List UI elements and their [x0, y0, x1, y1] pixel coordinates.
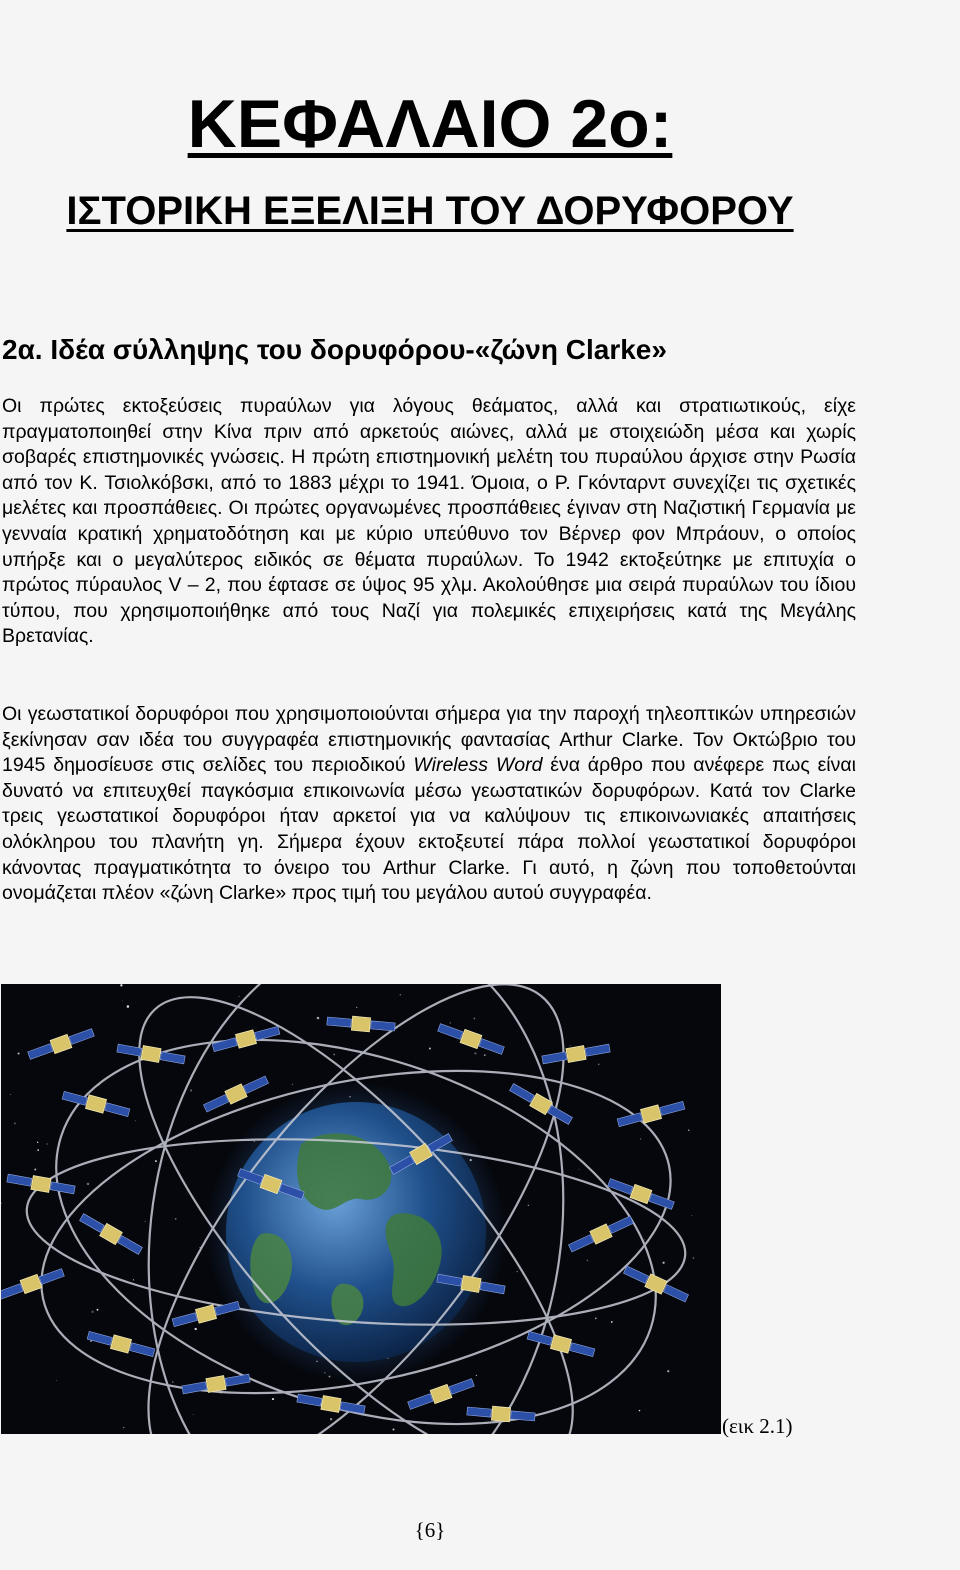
- star: [330, 1418, 332, 1420]
- star: [46, 1143, 47, 1144]
- star: [587, 1260, 589, 1262]
- star: [317, 1017, 320, 1020]
- star: [611, 1321, 613, 1323]
- star: [193, 1414, 194, 1415]
- star: [598, 1064, 599, 1065]
- star: [429, 1047, 431, 1049]
- star: [120, 984, 122, 986]
- satellite: [508, 1081, 574, 1127]
- star: [639, 1410, 640, 1411]
- star: [393, 1429, 395, 1431]
- star: [135, 1120, 136, 1121]
- star: [528, 1205, 529, 1206]
- star: [688, 1129, 690, 1131]
- star: [333, 1054, 335, 1056]
- chapter-title: ΚΕΦΑΛΑΙΟ 2ο:: [187, 86, 673, 162]
- paragraph-text-after: ένα άρθρο που ανέφερε πως είναι δυνατό να επιτευχθεί παγκόσμια επικοινωνία μέσω γεωστατικών δορυφόρων. Κατά τον Clarke τρεις γεωστατικοί δορυφόροι ήταν αρκετοί για να καλύψουν τις επικοινωνιακές απαιτήσεις ολόκληρου του πλανήτη γη. Σήμερα έχουν εκτοξευτεί πάρα πολλοί γεωστατικοί δορυφόροι κάνοντας πραγματικότητα το όνειρο του Arthur Clarke. Γι αυτό, η ζώνη που τοποθετούνται ονομάζεται πλέον «ζώνη Clarke» προς τιμή του μεγάλου αυτού συγγραφέα.: [2, 754, 856, 905]
- star: [693, 1257, 694, 1258]
- star: [640, 1138, 641, 1139]
- satellite: [467, 1404, 536, 1424]
- magazine-title: Wireless Word: [413, 754, 543, 777]
- star: [484, 1054, 486, 1056]
- section-heading: 2α. Ιδέα σύλληψης του δορυφόρου-«ζώνη Clarke»: [2, 334, 667, 365]
- star: [144, 1221, 145, 1222]
- figure-caption: (εικ 2.1): [722, 1414, 793, 1438]
- star: [400, 994, 401, 995]
- satellite: [407, 1376, 476, 1412]
- page-number: {6}: [414, 1518, 446, 1542]
- satellite: [327, 1014, 396, 1034]
- star: [272, 1398, 274, 1400]
- star: [644, 1239, 645, 1240]
- star: [190, 1089, 192, 1091]
- satellite-constellation-illustration: [1, 984, 721, 1434]
- star: [476, 1375, 477, 1376]
- star: [175, 1218, 177, 1220]
- star: [356, 1007, 357, 1008]
- satellite: [616, 1098, 685, 1129]
- satellite: [6, 1171, 75, 1197]
- star: [239, 996, 240, 997]
- satellite: [541, 1041, 610, 1067]
- star: [474, 1052, 476, 1054]
- star: [127, 1005, 129, 1008]
- star: [691, 1215, 692, 1216]
- satellite: [437, 1021, 506, 1057]
- star: [292, 1084, 294, 1086]
- star: [91, 1311, 93, 1313]
- satellite: [567, 1213, 635, 1254]
- satellite: [202, 1073, 270, 1114]
- star: [667, 1370, 669, 1372]
- star: [450, 1022, 452, 1024]
- star: [123, 1427, 125, 1429]
- star: [662, 1262, 664, 1264]
- star: [595, 1318, 597, 1320]
- satellite-constellation-image: [1, 984, 721, 1434]
- star: [578, 1169, 579, 1170]
- satellite: [1, 1266, 65, 1302]
- star: [18, 1052, 20, 1054]
- star: [570, 1045, 571, 1046]
- star: [474, 1018, 476, 1020]
- paragraph-clarke-belt: [2, 702, 856, 907]
- star: [133, 1279, 134, 1280]
- star: [87, 1183, 90, 1186]
- satellite: [86, 1328, 155, 1359]
- satellite: [27, 1026, 96, 1062]
- star: [37, 1149, 39, 1151]
- star: [10, 1094, 11, 1095]
- star: [97, 1309, 99, 1311]
- chapter-subtitle: ΙΣΤΟΡΙΚΗ ΕΞΕΛΙΞΗ ΤΟΥ ΔΟΡΥΦΟΡΟΥ: [66, 189, 794, 233]
- paragraph-rocket-history: Οι πρώτες εκτοξεύσεις πυραύλων για λόγους θεάματος, αλλά και στρατιωτικούς, είχε πραγματοποιηθεί στην Κίνα πριν από αρκετούς αιώνες, αλλά με στοιχειώδη μέσα και χωρίς σοβαρές επιστημονικές γνώσεις. Η πρώτη επιστημονική μελέτη του πυραύλου άρχισε στην Ρωσία από τον Κ. Τσιολκόβσκι, από το 1883 μέχρι το 1941. Όμοια, ο Ρ. Γκόνταρντ συνεχίζει τις σχετικές μελέτες και προσπάθειες. Οι πρώτες οργανωμένες προσπάθειες έγιναν στη Ναζιστική Γερμανία με γενναία κρατική χρηματοδότηση και με κύριο υπεύθυνο τον Βέρνερ φον Μπράουν, ο οποίος υπήρξε και ο μεγαλύτερος ειδικός σε θέματα πυραύλων. Το 1942 εκτοξεύτηκε με επιτυχία ο πρώτος πύραυλος V – 2, που έφτασε σε ύψος 95 χλμ. Ακολούθησε μια σειρά πυραύλων του ίδιου τύπου, που χρησιμοποιήθηκε από τους Ναζί για πολεμικές επιχειρήσεις κατά της Μεγάλης Βρετανίας.: [2, 395, 856, 648]
- star: [195, 1328, 197, 1330]
- star: [34, 1168, 36, 1170]
- star: [56, 1380, 57, 1381]
- satellite: [116, 1041, 185, 1067]
- star: [14, 1122, 16, 1124]
- star: [517, 1271, 518, 1272]
- star: [155, 1160, 157, 1162]
- star: [1, 1202, 2, 1204]
- star: [122, 1000, 123, 1001]
- paragraph-text-before: Οι γεωστατικοί δορυφόροι που χρησιμοποιούνται σήμερα για την παροχή τηλεοπτικών υπηρεσιών ξεκίνησαν σαν ιδέα του συγγραφέα επιστημονικής φαντασίας Arthur Clarke. Τον Οκτώβριο του 1945 δημοσίευσε στις σελίδες του περιοδικού: [2, 703, 856, 777]
- satellite: [78, 1211, 144, 1257]
- star: [172, 1381, 174, 1383]
- star: [37, 1142, 38, 1143]
